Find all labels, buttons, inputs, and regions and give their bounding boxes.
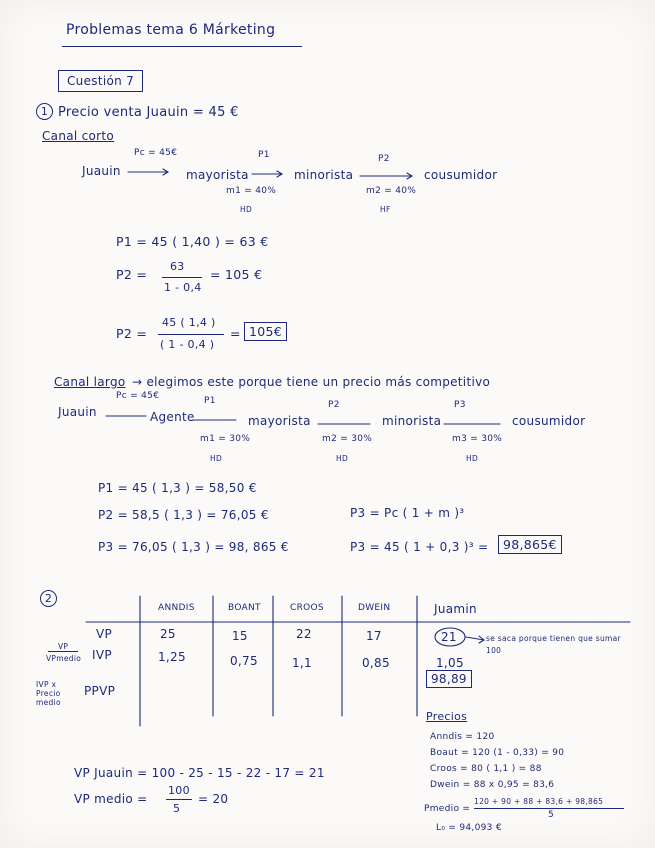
cl-p3: P3 — [454, 400, 466, 410]
pmedio-bar — [474, 808, 624, 809]
cl-p2: P2 — [328, 400, 340, 410]
cc-eq3-bar — [158, 334, 224, 335]
cl-source: Juauin — [58, 405, 97, 419]
col-header: CROOS — [290, 603, 324, 613]
ivp-note-num: VP — [58, 642, 69, 651]
cl-eq2: P2 = 58,5 ( 1,3 ) = 76,05 € — [98, 508, 269, 522]
cc-hd: HD — [240, 205, 253, 214]
col-header: DWEIN — [358, 603, 391, 613]
cl-hd1: HD — [210, 454, 223, 463]
cc-eq2-bar — [162, 277, 202, 278]
canal-largo-label: Canal largo — [54, 375, 126, 389]
arrow-icon — [466, 636, 484, 643]
cl-p1: P1 — [204, 396, 216, 406]
row-label-vp: VP — [96, 627, 113, 641]
col-header: Juamin — [434, 602, 477, 616]
cc-m1: m1 = 40% — [226, 186, 277, 196]
cc-eq3-num: 45 ( 1,4 ) — [162, 316, 216, 329]
cl-mayorista: mayorista — [248, 414, 311, 428]
precio-line: Boaut = 120 (1 - 0,33) = 90 — [430, 748, 565, 758]
cc-eq2-lhs: P2 = — [116, 267, 148, 282]
ppvp-note: IVP x Precio medio — [36, 680, 61, 707]
cl-m2: m2 = 30% — [322, 434, 373, 444]
cc-minorista: minorista — [294, 168, 354, 182]
cl-eq3: P3 = 76,05 ( 1,3 ) = 98, 865 € — [98, 540, 289, 554]
canal-corto-arrows — [128, 169, 412, 179]
arrow-icon — [360, 173, 412, 179]
vp-medio-bar — [166, 799, 192, 800]
cl-minorista: minorista — [382, 414, 442, 428]
problem-2-number: 2 — [40, 590, 57, 607]
table-cell: 15 — [232, 629, 248, 643]
cc-eq2-num: 63 — [170, 260, 185, 273]
table-cell: 17 — [366, 629, 382, 643]
arrow-icon — [252, 171, 282, 177]
cc-p1: P1 — [258, 150, 270, 160]
pmedio-den: 5 — [548, 810, 555, 820]
table-cell: 0,75 — [230, 654, 258, 668]
row-label-ivp: IVP — [92, 648, 112, 662]
cc-eq2-den: 1 - 0,4 — [164, 281, 202, 294]
cl-consumidor: cousumidor — [512, 414, 586, 428]
cc-source: Juauin — [82, 164, 121, 178]
pmedio-num: 120 + 90 + 88 + 83,6 + 98,865 — [474, 797, 604, 806]
page-title: Problemas tema 6 Márketing — [66, 22, 276, 38]
cl-hd3: HD — [466, 454, 479, 463]
vp-medio-den: 5 — [173, 802, 181, 815]
cc-consumidor: cousumidor — [424, 168, 498, 182]
cc-eq3-result: 105€ — [244, 322, 287, 341]
ivp-note-bar — [48, 651, 78, 652]
vp-medio-rhs: = 20 — [198, 792, 229, 806]
precios-title: Precios — [426, 710, 468, 723]
vp-medio-lhs: VP medio = — [74, 792, 148, 806]
cc-p2: P2 — [378, 154, 390, 164]
cc-eq3-den: ( 1 - 0,4 ) — [160, 338, 215, 351]
ivp-note-den: VPmedio — [46, 654, 82, 663]
table-cell: 1,05 — [436, 656, 464, 670]
canal-corto-label: Canal corto — [42, 129, 115, 143]
vp-juauin: VP Juauin = 100 - 25 - 15 - 22 - 17 = 21 — [74, 766, 325, 780]
cc-eq1: P1 = 45 ( 1,40 ) = 63 € — [116, 234, 269, 249]
p1-intro: Precio venta Juauin = 45 € — [58, 105, 239, 120]
table-cell: 0,85 — [362, 656, 390, 670]
cl-eq5: P3 = 45 ( 1 + 0,3 )³ = — [350, 540, 489, 554]
precio-line: Croos = 80 ( 1,1 ) = 88 — [430, 764, 542, 774]
cl-comment: → elegimos este porque tiene un precio más competitivo — [132, 375, 491, 389]
cc-pc: Pc = 45€ — [134, 148, 178, 158]
table-cell-ppvp-juauin: 98,89 — [426, 670, 472, 688]
table-cell-juauin-vp: 21 — [441, 630, 457, 644]
precio-line: Dwein = 88 x 0,95 = 83,6 — [430, 780, 555, 790]
col-header: ANNDIS — [158, 603, 195, 613]
cl-hd2: HD — [336, 454, 349, 463]
cl-m1: m1 = 30% — [200, 434, 251, 444]
section-box: Cuestión 7 — [58, 70, 143, 92]
cl-agente: Agente — [150, 410, 195, 424]
cc-hf: HF — [380, 205, 391, 214]
vp-medio-num: 100 — [168, 784, 190, 797]
table-cell: 22 — [296, 627, 312, 641]
cc-eq3-lhs: P2 = — [116, 326, 148, 341]
cl-eq1: P1 = 45 ( 1,3 ) = 58,50 € — [98, 481, 257, 495]
pmedio-result: L₀ = 94,093 € — [436, 823, 502, 833]
cc-mayorista: mayorista — [186, 168, 249, 182]
pmedio-label: Pmedio = — [424, 804, 471, 814]
cl-m3: m3 = 30% — [452, 434, 503, 444]
cc-eq3-eq: = — [230, 326, 241, 341]
cl-eq5-result: 98,865€ — [498, 535, 562, 554]
cl-eq4: P3 = Pc ( 1 + m )³ — [350, 506, 465, 520]
table-note: se saca porque tienen que sumar 100 — [486, 634, 621, 655]
cl-pc: Pc = 45€ — [116, 391, 160, 401]
col-header: BOANT — [228, 603, 261, 613]
precio-line: Anndis = 120 — [430, 732, 495, 742]
cc-m2: m2 = 40% — [366, 186, 417, 196]
problem-1-number: 1 — [36, 103, 53, 120]
table-cell: 25 — [160, 627, 176, 641]
table-cell: 1,25 — [158, 650, 186, 664]
row-label-ppvp: PPVP — [84, 684, 116, 698]
title-underline — [62, 46, 302, 47]
arrow-icon — [128, 169, 168, 175]
cc-eq2-rhs: = 105 € — [210, 267, 263, 282]
table-cell: 1,1 — [292, 656, 312, 670]
